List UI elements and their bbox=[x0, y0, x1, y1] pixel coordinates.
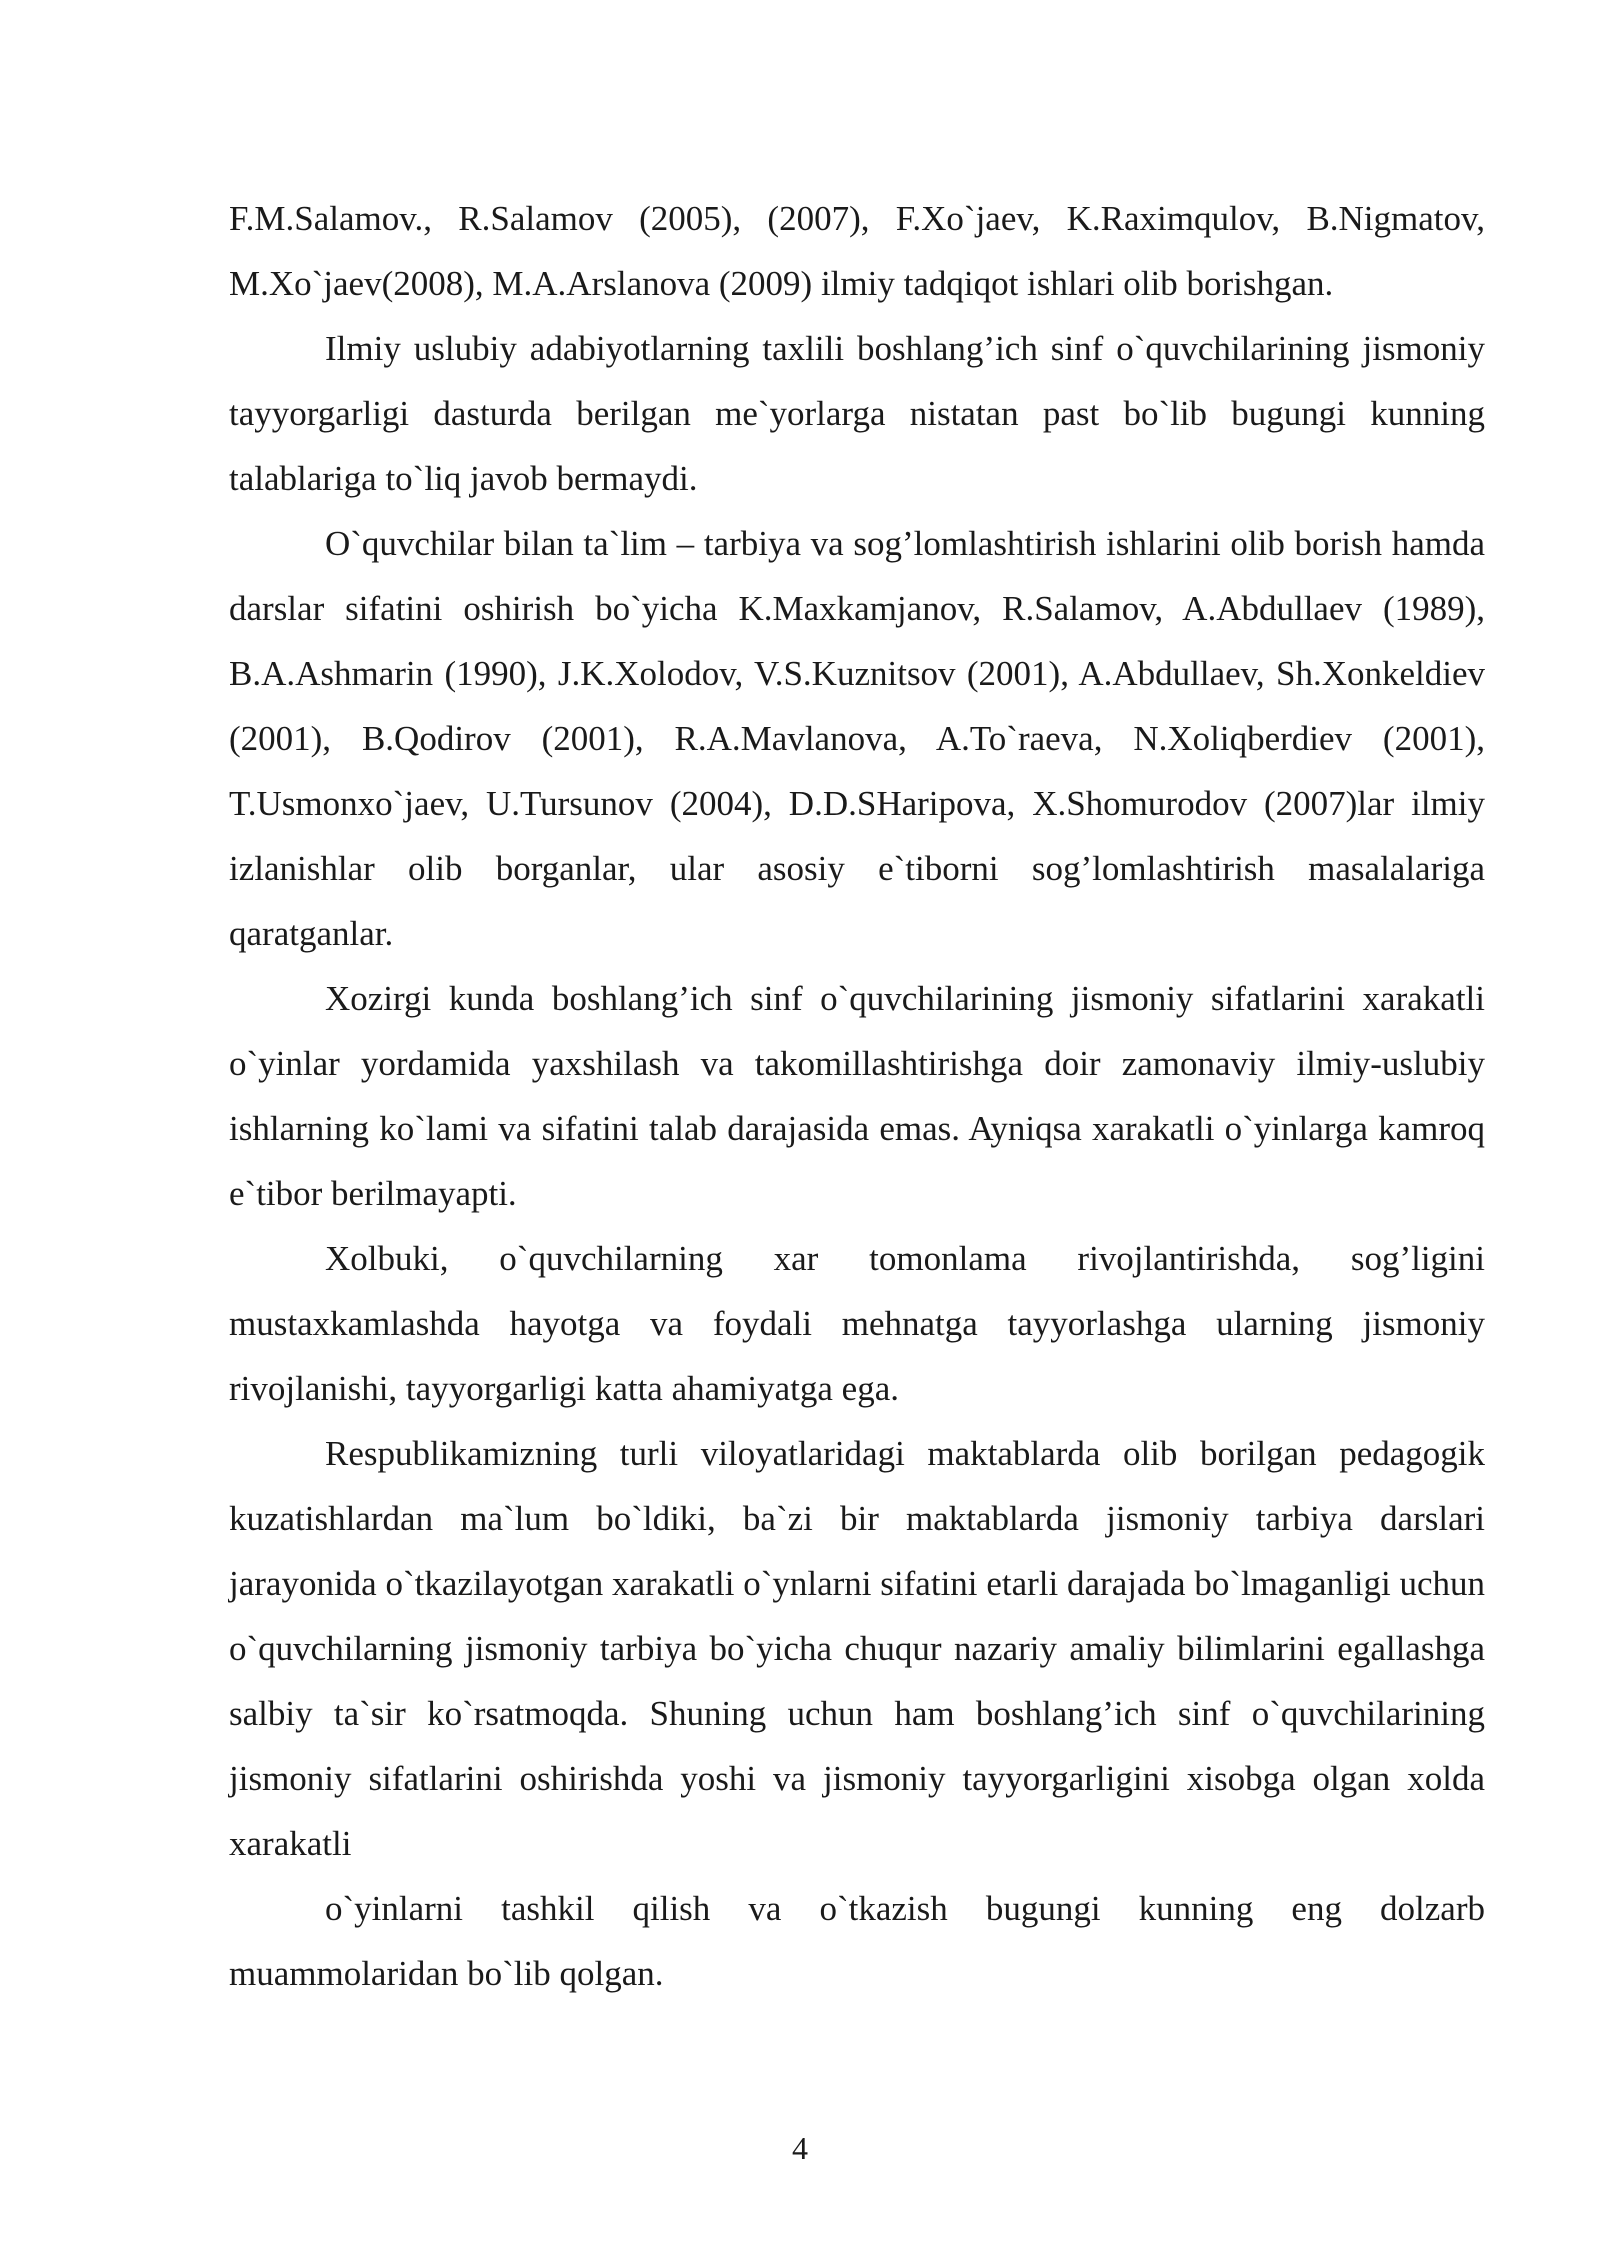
page-number: 4 bbox=[792, 2130, 808, 2166]
paragraph: O`quvchilar bilan ta`lim – tarbiya va sog’lomlashtirish ishlarini olib borish hamda darslar sifatini oshirish bo`yicha K.Maxkamjanov, R.Salamov, A.Abdullaev (1989), B.A.Ashmarin (1990), J.K.Xolodov, V.S.Kuznitsov (2001), A.Abdullaev, Sh.Xonkeldiev (2001), B.Qodirov (2001), R.A.Mavlanova, A.To`raeva, N.Xoliqberdiev (2001), T.Usmonxo`jaev, U.Tursunov (2004), D.D.SHaripova, X.Shomurodov (2007)lar ilmiy izlanishlar olib borganlar, ular asosiy e`tiborni sog’lomlashtirish masalalariga qaratganlar. bbox=[229, 524, 1485, 953]
paragraph: Ilmiy uslubiy adabiyotlarning taxlili boshlang’ich sinf o`quvchilarining jismoniy tayyorgarligi dasturda berilgan me`yorlarga nistatan past bo`lib bugungi kunning talablariga to`liq javob bermaydi. bbox=[229, 329, 1485, 498]
paragraph: Xozirgi kunda boshlang’ich sinf o`quvchilarining jismoniy sifatlarini xarakatli o`yinlar yordamida yaxshilash va takomillashtirishga doir zamonaviy ilmiy-uslubiy ishlarning ko`lami va sifatini talab darajasida emas. Ayniqsa xarakatli o`yinlarga kamroq e`tibor berilmayapti. bbox=[229, 979, 1485, 1213]
paragraph: Xolbuki, o`quvchilarning xar tomonlama rivojlantirishda, sog’ligini mustaxkamlashda hayotga va foydali mehnatga tayyorlashga ularning jismoniy rivojlanishi, tayyorgarligi katta ahamiyatga ega. bbox=[229, 1239, 1485, 1408]
paragraph: o`yinlarni tashkil qilish va o`tkazish bugungi kunning eng dolzarb muammolaridan bo`lib qolgan. bbox=[229, 1889, 1485, 1993]
paragraph: F.M.Salamov., R.Salamov (2005), (2007), F.Xo`jaev, K.Raximqulov, B.Nigmatov, M.Xo`jaev(2008), M.A.Arslanova (2009) ilmiy tadqiqot ishlari olib borishgan. bbox=[229, 199, 1485, 303]
body-text bbox=[229, 186, 1485, 2006]
paragraph: Respublikamizning turli viloyatlaridagi maktablarda olib borilgan pedagogik kuzatishlardan ma`lum bo`ldiki, ba`zi bir maktablarda jismoniy tarbiya darslari jarayonida o`tkazilayotgan xarakatli o`ynlarni sifatini etarli darajada bo`lmaganligi uchun o`quvchilarning jismoniy tarbiya bo`yicha chuqur nazariy amaliy bilimlarini egallashga salbiy ta`sir ko`rsatmoqda. Shuning uchun ham boshlang’ich sinf o`quvchilarining jismoniy sifatlarini oshirishda yoshi va jismoniy tayyorgarligini xisobga olgan xolda xarakatli bbox=[229, 1434, 1485, 1863]
